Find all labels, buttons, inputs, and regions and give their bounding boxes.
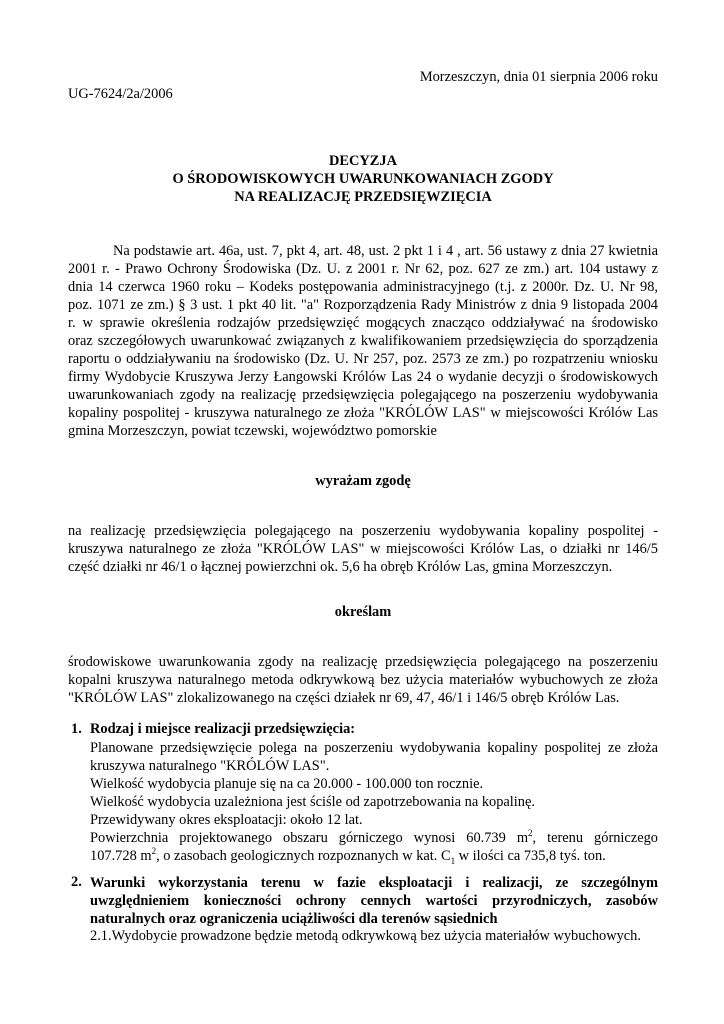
legal-basis-line: firmy Wydobycie Kruszywa Jerzy Łangowski Królów Las 24 o wydanie decyzji o środowiskowych bbox=[68, 369, 658, 385]
consent-heading: wyrażam zgodę bbox=[315, 473, 411, 489]
area-text: , terenu górniczego bbox=[532, 830, 658, 846]
section-2-heading-line: naturalnych oraz ograniczenia uciążliwości dla terenów sąsiednich bbox=[90, 911, 498, 927]
title-line-2: O ŚRODOWISKOWYCH UWARUNKOWANIACH ZGODY bbox=[172, 171, 554, 187]
legal-basis-paragraph bbox=[68, 242, 658, 440]
consent-line: na realizację przedsięwzięcia polegającego na poszerzeniu wydobywania kopaliny pospolitej - bbox=[68, 523, 658, 539]
legal-basis-line: raportu o oddziaływaniu na środowisko (Dz. U. Nr 257, poz. 2573 ze zm.) po rozpatrzeniu wniosku bbox=[68, 351, 658, 367]
place-and-date: Morzeszczyn, dnia 01 sierpnia 2006 roku bbox=[419, 69, 658, 85]
reference-number: UG-7624/2a/2006 bbox=[68, 86, 173, 102]
legal-basis-line: uwarunkowaniach zgody na realizację przedsięwzięcia polegającego na poszerzeniu wydobywania bbox=[68, 387, 658, 403]
area-text: Powierzchnia projektowanego obszaru górniczego wynosi 60.739 m bbox=[90, 830, 529, 846]
title-line-1: DECYZJA bbox=[329, 153, 397, 169]
area-superscript: 2 bbox=[528, 828, 533, 839]
legal-basis-line: poz. 1071 ze zm.) § 3 ust. 1 pkt 40 lit. "a" Rozporządzenia Rady Ministrów z dnia 9 listopada 2004 bbox=[68, 297, 658, 313]
section-1-line: kruszywa naturalnego "KRÓLÓW LAS". bbox=[90, 758, 330, 774]
section-2-heading bbox=[90, 874, 658, 928]
decision-title bbox=[68, 152, 658, 206]
legal-basis-line: r. w sprawie określenia rodzajów przedsięwzięć mogących znacząco oddziaływać na środowisko bbox=[68, 315, 658, 331]
consent-paragraph bbox=[68, 522, 658, 576]
legal-basis-line: kopaliny pospolitej - kruszywa naturalnego ze złoża "KRÓLÓW LAS" w miejscowości Królów Las bbox=[68, 405, 658, 421]
legal-basis-line: gmina Morzeszczyn, powiat tczewski, województwo pomorskie bbox=[68, 423, 437, 439]
section-1-line: Planowane przedsięwzięcie polega na poszerzeniu wydobywania kopaliny pospolitej ze złoża bbox=[90, 740, 658, 756]
area-text: 107.728 m bbox=[90, 848, 152, 864]
section-1-heading: Rodzaj i miejsce realizacji przedsięwzięcia: bbox=[90, 721, 356, 737]
legal-basis-line: oraz szczegółowych uwarunkować związanych z kwalifikowaniem przedsięwzięcia do sporządzenia bbox=[68, 333, 658, 349]
legal-basis-line: 2001 r. - Prawo Ochrony Środowiska (Dz. U. z 2001 r. Nr 62, poz. 627 ze zm.) art. 104 ustawy z bbox=[68, 261, 658, 277]
category-subscript: 1 bbox=[450, 855, 456, 866]
legal-basis-line: Na podstawie art. 46a, ust. 7, pkt 4, art. 48, ust. 2 pkt 1 i 4 , art. 56 ustawy z dnia 27 kwietnia bbox=[113, 243, 658, 259]
section-2-item-2-1 bbox=[90, 927, 658, 945]
determine-line: "KRÓLÓW LAS" zlokalizowanego na części działek nr 69, 47, 46/1 i 146/5 obręb Królów Las. bbox=[68, 690, 620, 706]
consent-line: kruszywa naturalnego ze złoża "KRÓLÓW LAS" w miejscowości Królów Las, o działki nr 146/5 bbox=[68, 541, 658, 557]
section-1-line: Wielkość wydobycia planuje się na ca 20.000 - 100.000 ton rocznie. bbox=[90, 776, 484, 792]
section-2-heading-line: Warunki wykorzystania terenu w fazie eksploatacji i realizacji, ze szczególnym bbox=[90, 875, 658, 891]
section-1-line: Wielkość wydobycia uzależniona jest ściśle od zapotrzebowania na kopalinę. bbox=[90, 794, 535, 810]
area-superscript: 2 bbox=[151, 846, 157, 857]
section-1-area-line bbox=[90, 829, 658, 847]
title-line-3: NA REALIZACJĘ PRZEDSIĘWZIĘCIA bbox=[234, 189, 492, 205]
section-1-line: Przewidywany okres eksploatacji: około 12 lat. bbox=[90, 812, 363, 828]
item-2-1-text: 2.1.Wydobycie prowadzone będzie metodą odkrywkową bez użycia materiałów wybuchowych. bbox=[90, 928, 641, 944]
section-1-body bbox=[90, 739, 658, 865]
section-2-number: 2. bbox=[71, 874, 82, 890]
determine-paragraph bbox=[68, 653, 658, 707]
determine-heading: określam bbox=[334, 604, 392, 620]
section-1-area-line bbox=[90, 847, 658, 865]
legal-basis-line: dnia 14 czerwca 1960 roku – Kodeks postępowania administracyjnego (t.j. z 2000r. Dz. U. Nr 98, bbox=[68, 279, 658, 295]
section-1-number: 1. bbox=[71, 721, 82, 737]
determine-line: kopalni kruszywa naturalnego metoda odkrywkową bez użycia materiałów wybuchowych ze złoża bbox=[68, 672, 658, 688]
section-2-heading-line: uwzględnieniem konieczności ochrony cennych wartości przyrodniczych, zasobów bbox=[90, 893, 658, 909]
area-text: w ilości ca 735,8 tyś. ton. bbox=[455, 848, 606, 864]
consent-line: część działki nr 46/1 o łącznej powierzchni ok. 5,6 ha obręb Królów Las, gmina Morzeszczyn. bbox=[68, 559, 613, 575]
area-text: , o zasobach geologicznych rozpoznanych w kat. C bbox=[156, 848, 451, 864]
determine-line: środowiskowe uwarunkowania zgody na realizację przedsięwzięcia polegającego na poszerzeniu bbox=[68, 654, 658, 670]
